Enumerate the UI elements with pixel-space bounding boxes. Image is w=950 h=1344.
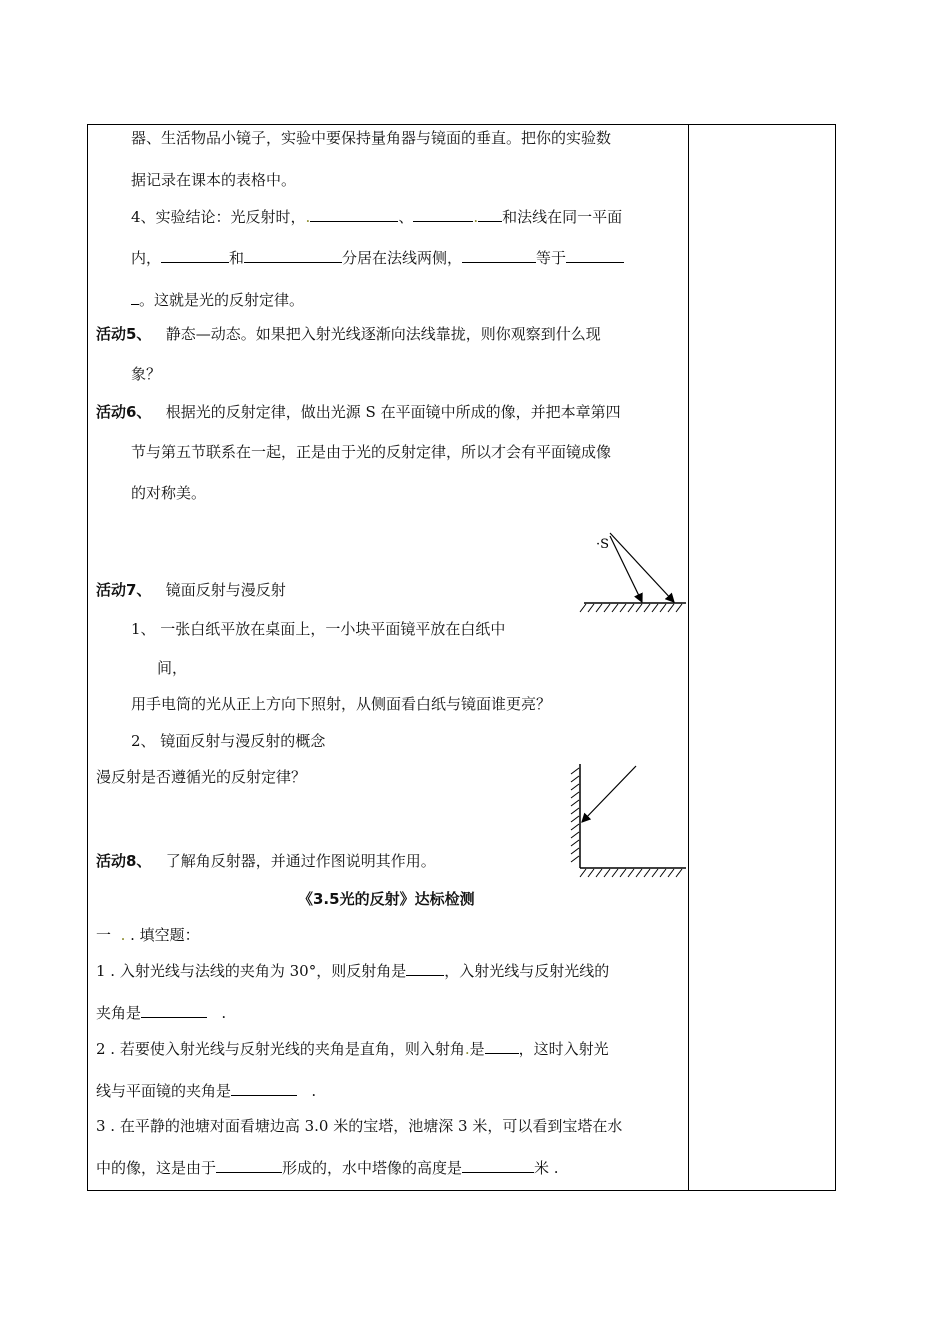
conclusion-line-1: 4、实验结论：光反射时，. 、 . 和法线在同一平面 (131, 208, 623, 226)
question-2: 2 . 若要使入射光线与反射光线的夹角是直角，则入射角.是 ，这时入射光 (96, 1040, 609, 1058)
test-title: 《3.5光的反射》达标检测 (298, 890, 475, 908)
activity-6-cont2: 的对称美。 (131, 484, 207, 502)
activity-7-item-2: 2、 镜面反射与漫反射的概念 (131, 732, 326, 750)
text-line-1: 器、生活物品小镜子，实验中要保持量角器与镜面的垂直。把你的实验数 (131, 129, 612, 147)
activity-6-cont: 节与第五节联系在一起，正是由于光的反射定律，所以才会有平面镜成像 (131, 443, 612, 461)
question-1: 1 . 入射光线与法线的夹角为 30°，则反射角是 ，入射光线与反射光线的 (96, 962, 610, 980)
horizontal-mirror-hatching (580, 869, 682, 877)
incident-ray-1 (610, 536, 642, 602)
incident-ray (582, 766, 636, 822)
activity-7-item-1b: 间， (157, 659, 188, 677)
mirror-reflection-figure (576, 528, 688, 618)
source-s-label: ·S (596, 537, 610, 552)
activity-7: 活动7、 镜面反射与漫反射 (96, 581, 286, 599)
activity-7-item-1c: 用手电筒的光从正上方向下照射，从侧面看白纸与镜面谁更亮？ (131, 695, 552, 713)
activity-7-item-3: 漫反射是否遵循光的反射定律？ (96, 768, 307, 786)
section-1-heading: 一 . . 填空题： (96, 926, 200, 944)
column-divider (688, 124, 689, 1191)
question-3-cont: 中的像，这是由于 形成的，水中塔像的高度是 米 . (96, 1159, 559, 1177)
question-1-cont: 夹角是 . (96, 1004, 227, 1022)
activity-5-cont: 象？ (131, 365, 162, 383)
mirror-hatching (580, 604, 682, 612)
text-line-2: 据记录在课本的表格中。 (131, 171, 297, 189)
vertical-mirror-hatching (571, 768, 579, 862)
table-frame (87, 124, 836, 1191)
corner-reflector-figure (564, 762, 688, 880)
conclusion-line-3: 。这就是光的反射定律。 (131, 289, 304, 310)
activity-5: 活动5、 静态—动态。如果把入射光线逐渐向法线靠拢，则你观察到什么现 (96, 325, 601, 343)
question-3: 3 . 在平静的池塘对面看塘边高 3.0 米的宝塔，池塘深 3 米，可以看到宝塔在水 (96, 1117, 623, 1135)
incident-ray-2 (610, 533, 674, 602)
question-2-cont: 线与平面镜的夹角是 . (96, 1082, 317, 1100)
activity-7-item-1: 1、 一张白纸平放在桌面上，一小块平面镜平放在白纸中 (131, 620, 506, 638)
conclusion-line-2: 内， 和 分居在法线两侧， 等于 (131, 247, 624, 268)
activity-6: 活动6、 根据光的反射定律，做出光源 S 在平面镜中所成的像，并把本章第四 (96, 403, 621, 421)
activity-8: 活动8、 了解角反射器，并通过作图说明其作用。 (96, 852, 436, 870)
